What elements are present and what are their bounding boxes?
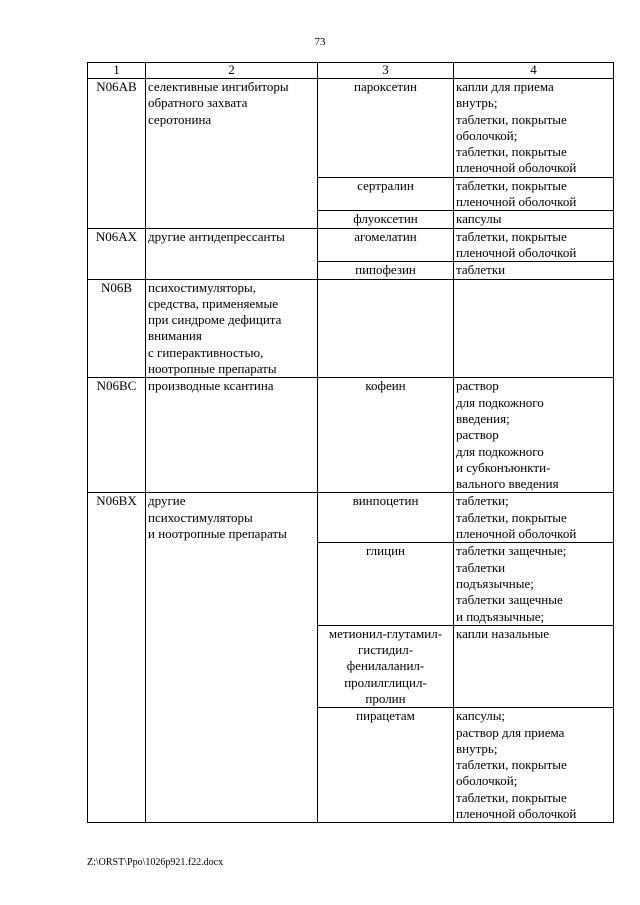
drug-cell: [318, 79, 454, 178]
table-row: [88, 228, 614, 262]
form-cell: [454, 625, 614, 707]
drug-name: метионил-глутамил- гистидил- фенилаланил- пролилглицил- пролин: [328, 625, 443, 706]
dosage-form: капсулы; раствор для приема внутрь; таблетки, покрытые оболочкой; таблетки, покрытые пленочной оболочкой: [456, 708, 577, 822]
group-cell: [146, 493, 318, 823]
column-header: 4: [454, 63, 614, 79]
group-cell: [146, 79, 318, 229]
column-header: 2: [146, 63, 318, 79]
form-cell: [454, 493, 614, 543]
group-name: селективные ингибиторы обратного захвата серотонина: [148, 79, 289, 127]
atc-code-cell: [88, 228, 146, 279]
atc-code: N06BX: [96, 493, 137, 509]
dosage-form: таблетки, покрытые пленочной оболочкой: [456, 177, 577, 210]
table-row: [88, 279, 614, 378]
dosage-form: капсулы: [456, 211, 502, 227]
drug-name: пипофезин: [355, 262, 416, 278]
dosage-form: таблетки; таблетки, покрытые пленочной оболочкой: [456, 493, 577, 542]
table-header-row: [88, 63, 614, 79]
atc-code: N06B: [100, 279, 133, 295]
drug-name: винпоцетин: [352, 493, 419, 509]
dosage-form: таблетки, покрытые пленочной оболочкой: [456, 228, 577, 260]
drug-name: пирацетам: [356, 708, 415, 724]
footer-file-path: Z:\ORST\Ppo\1026p921.f22.docx: [87, 857, 224, 868]
drug-cell: [318, 543, 454, 625]
drug-name: сертралин: [357, 177, 414, 193]
atc-code: N06AB: [96, 79, 137, 94]
group-name: производные ксантина: [148, 378, 274, 394]
drug-cell: [318, 625, 454, 707]
drug-name: кофеин: [365, 378, 406, 394]
group-name: психостимуляторы, средства, применяемые при синдроме дефицита внимания с гиперактивностью, ноотропные препараты: [148, 279, 282, 377]
atc-code-cell: [88, 378, 146, 493]
drug-cell: [318, 177, 454, 211]
dosage-form: таблетки защечные; таблетки подъязычные; таблетки защечные и подъязычные;: [456, 543, 567, 624]
form-cell: [454, 708, 614, 823]
dosage-form: капли для приема внутрь; таблетки, покрытые оболочкой; таблетки, покрытые пленочной оболочкой: [456, 79, 577, 176]
column-header: 3: [318, 63, 454, 79]
drug-cell: [318, 708, 454, 823]
form-cell: [454, 211, 614, 228]
drug-name: агомелатин: [354, 228, 417, 244]
form-cell: [454, 177, 614, 211]
group-cell: [146, 228, 318, 279]
drug-table: [87, 62, 614, 823]
dosage-form: капли назальные: [456, 625, 549, 641]
atc-code: N06BC: [96, 378, 137, 394]
form-cell: [454, 262, 614, 279]
page-number: 73: [314, 36, 326, 48]
drug-cell: [318, 228, 454, 262]
form-cell: [454, 279, 614, 378]
group-name: другие психостимуляторы и ноотропные препараты: [148, 493, 287, 542]
form-cell: [454, 79, 614, 178]
dosage-form: раствор для подкожного введения; раствор для подкожного и субконъюнкти- вального введения: [456, 378, 559, 492]
table-row: [88, 493, 614, 543]
form-cell: [454, 543, 614, 625]
drug-cell: [318, 211, 454, 228]
table-row: [88, 378, 614, 493]
drug-cell: [318, 262, 454, 279]
drug-cell: [318, 279, 454, 378]
dosage-form: таблетки: [456, 262, 506, 278]
form-cell: [454, 228, 614, 262]
atc-code-cell: [88, 493, 146, 823]
drug-name: пароксетин: [353, 79, 417, 94]
group-cell: [146, 279, 318, 378]
drug-name: флуоксетин: [353, 211, 418, 227]
drug-cell: [318, 378, 454, 493]
atc-code-cell: [88, 279, 146, 378]
group-cell: [146, 378, 318, 493]
atc-code-cell: [88, 79, 146, 229]
table-row: [88, 79, 614, 178]
form-cell: [454, 378, 614, 493]
atc-code: N06AX: [95, 228, 138, 244]
group-name: другие антидепрессанты: [148, 228, 285, 244]
drug-cell: [318, 493, 454, 543]
drug-name: глицин: [366, 543, 405, 559]
column-header: 1: [88, 63, 146, 79]
